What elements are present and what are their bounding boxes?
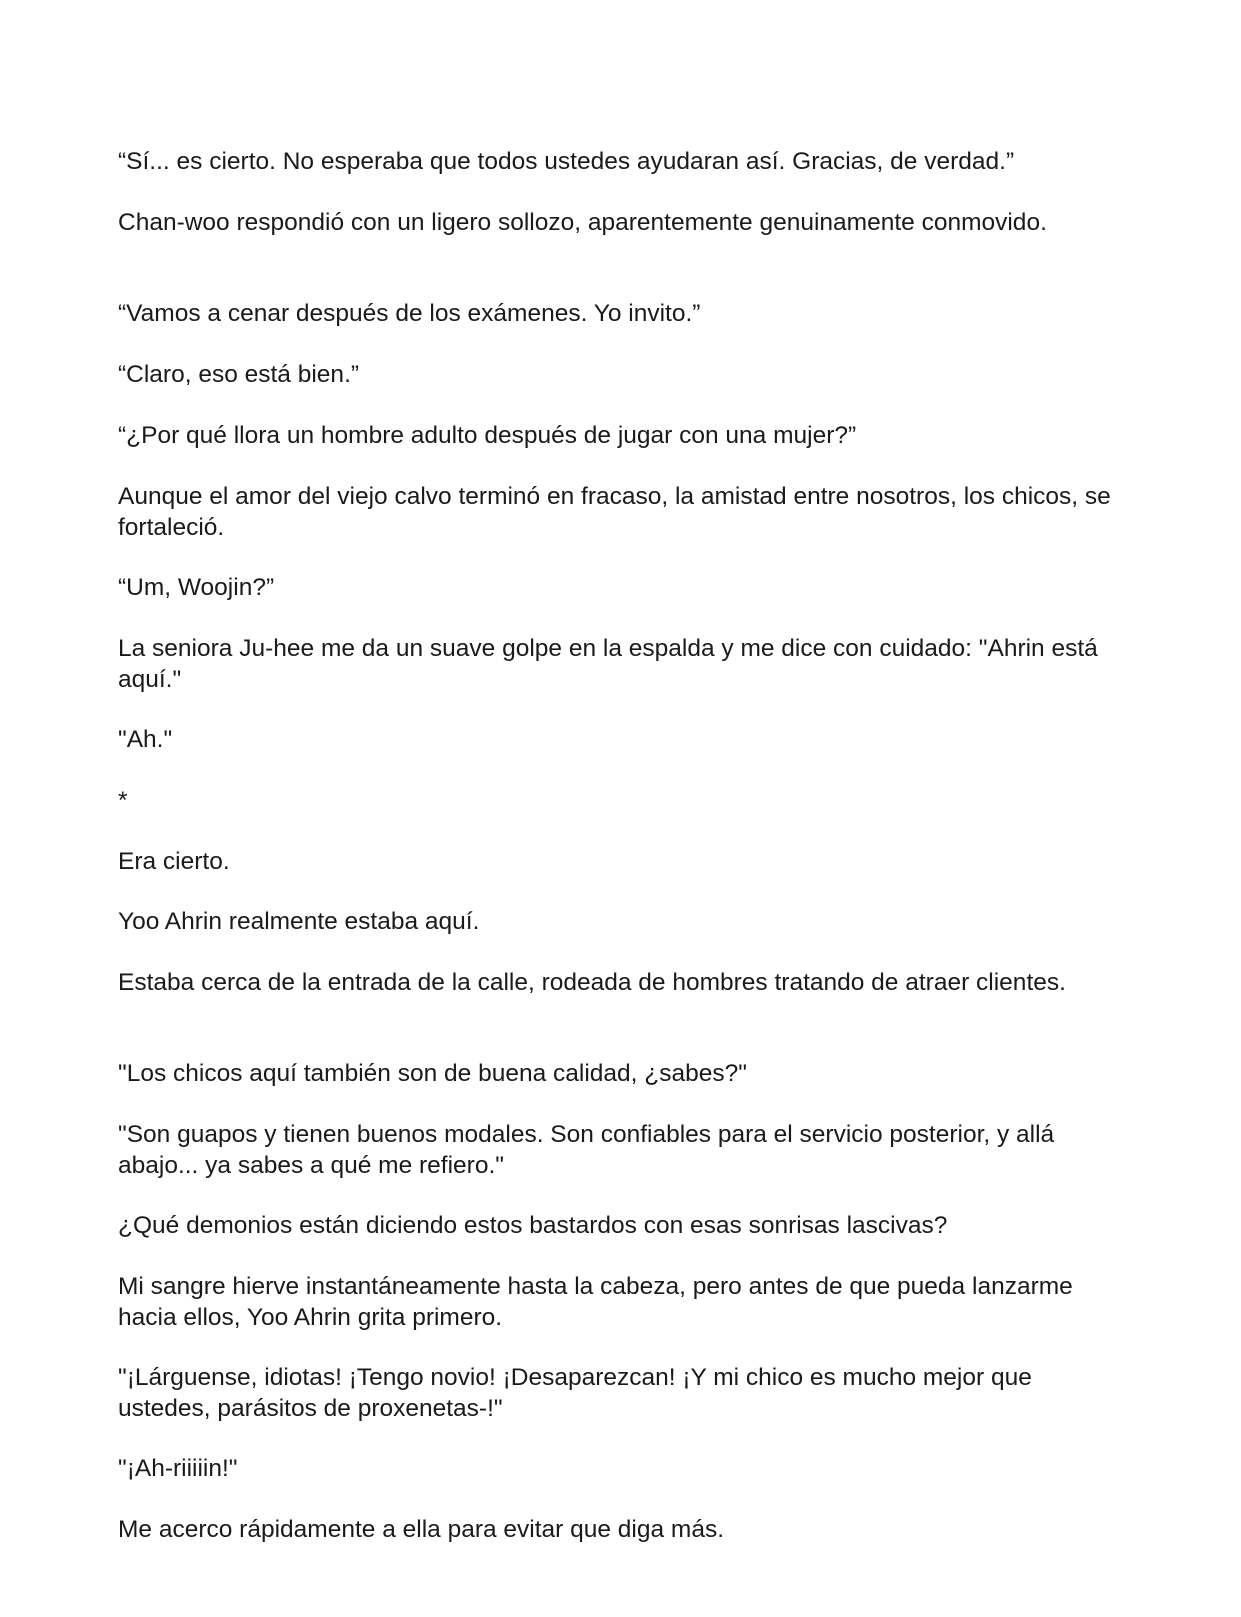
paragraph-11: Yoo Ahrin realmente estaba aquí. [118, 908, 480, 935]
scene-break: * [118, 787, 128, 814]
paragraph-4: “Claro, eso está bien.” [118, 361, 360, 388]
paragraph-18: "¡Ah-riiiiin!" [118, 1455, 238, 1482]
paragraph-19: Me acerco rápidamente a ella para evitar que diga más. [118, 1516, 725, 1543]
paragraph-10: Era cierto. [118, 848, 230, 875]
paragraph-6: Aunque el amor del viejo calvo terminó en fracaso, la amistad entre nosotros, los chicos, se fortaleció. [118, 483, 1111, 541]
paragraph-14: "Son guapos y tienen buenos modales. Son confiables para el servicio posterior, y allá abajo... ya sabes a qué me refiero." [118, 1121, 1055, 1179]
paragraph-12: Estaba cerca de la entrada de la calle, rodeada de hombres tratando de atraer clientes. [118, 969, 1066, 996]
paragraph-2: Chan-woo respondió con un ligero sollozo, aparentemente genuinamente conmovido. [118, 209, 1047, 236]
paragraph-7: “Um, Woojin?” [118, 574, 275, 601]
paragraph-9: "Ah." [118, 726, 173, 753]
paragraph-8: La seniora Ju-hee me da un suave golpe en la espalda y me dice con cuidado: "Ahrin está aquí." [118, 635, 1098, 693]
paragraph-13: "Los chicos aquí también son de buena calidad, ¿sabes?" [118, 1060, 747, 1087]
paragraph-3: “Vamos a cenar después de los exámenes. Yo invito.” [118, 300, 701, 327]
paragraph-1: “Sí... es cierto. No esperaba que todos ustedes ayudaran así. Gracias, de verdad.” [118, 148, 1015, 175]
paragraph-16: Mi sangre hierve instantáneamente hasta la cabeza, pero antes de que pueda lanzarme hacia ellos, Yoo Ahrin grita primero. [118, 1273, 1073, 1331]
paragraph-5: “¿Por qué llora un hombre adulto después de jugar con una mujer?” [118, 422, 857, 449]
paragraph-15: ¿Qué demonios están diciendo estos bastardos con esas sonrisas lascivas? [118, 1212, 948, 1239]
paragraph-17: "¡Lárguense, idiotas! ¡Tengo novio! ¡Desaparezcan! ¡Y mi chico es mucho mejor que ustedes, parásitos de proxenetas-!" [118, 1364, 1032, 1422]
